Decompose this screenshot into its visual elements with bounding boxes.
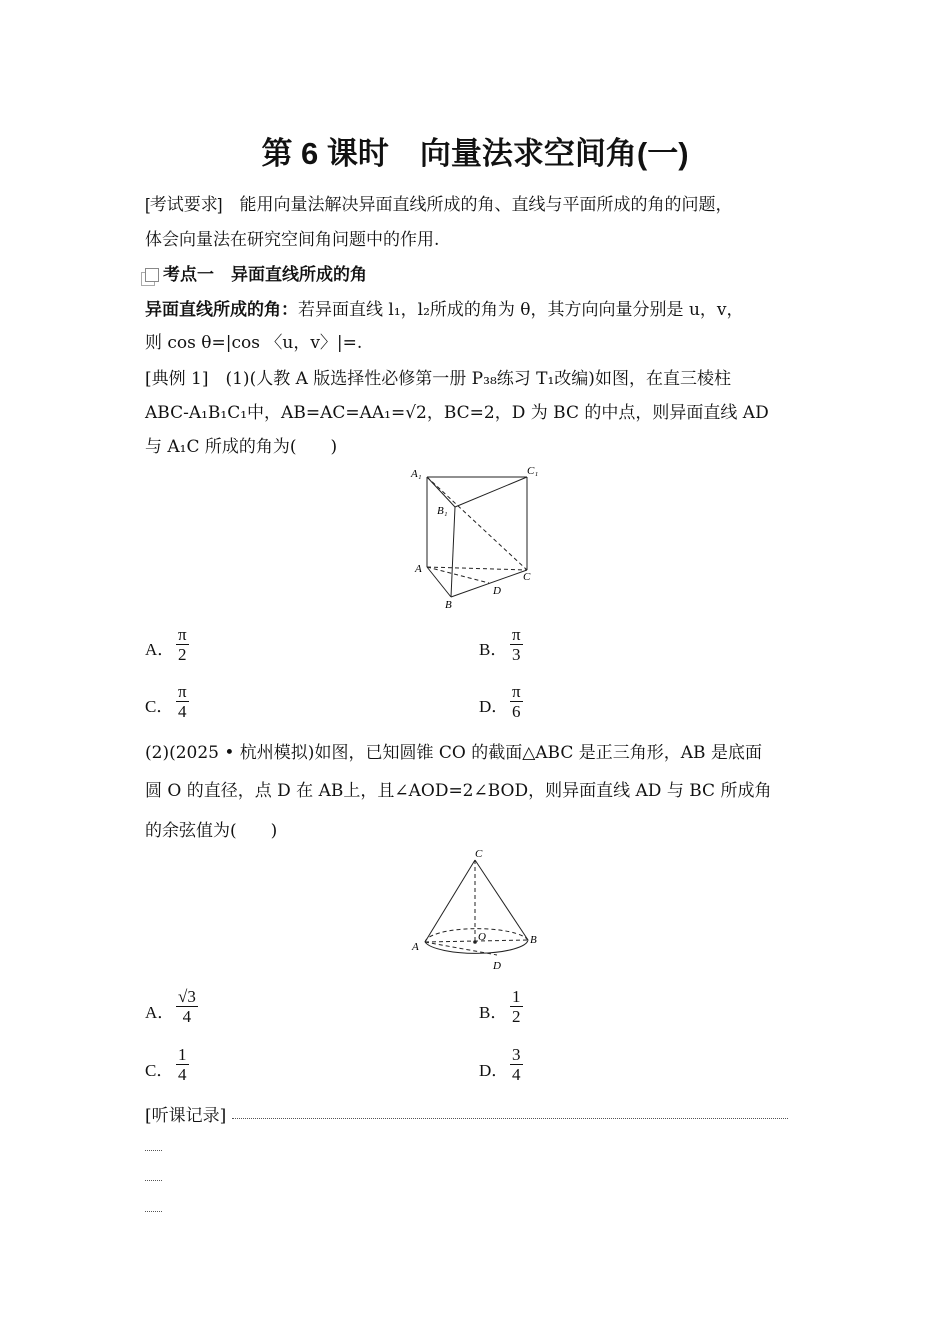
requirement-text: 能用向量法解决异面直线所成的角、直线与平面所成的角的问题， [239, 195, 733, 215]
denominator: 6 [512, 702, 521, 721]
label-b: B [445, 599, 452, 611]
denominator: 2 [512, 1007, 521, 1026]
prism-figure [405, 462, 545, 612]
denominator: 2 [178, 645, 187, 664]
example2-line1: (2)(2025 • 杭州模拟)如图，已知圆锥 CO 的截面△ABC 是正三角形，AB 是底面 [145, 743, 762, 763]
option-d-label[interactable]: D． [479, 697, 509, 716]
example1-line3: 与 A₁C 所成的角为( ) [145, 437, 338, 457]
example1-line1 [145, 364, 731, 389]
requirement-label: [考试要求] [145, 195, 223, 214]
label-c: C [475, 848, 483, 860]
notes-line[interactable] [145, 1180, 162, 1181]
option-b-value[interactable] [510, 625, 523, 664]
example2-line3: 的余弦值为( ) [145, 821, 278, 841]
label-a1: A₁ [411, 468, 422, 480]
cone-figure [405, 845, 555, 975]
label-c: C [523, 571, 531, 583]
denominator: 4 [512, 1065, 521, 1084]
option-c-value[interactable] [176, 1045, 189, 1084]
notes-line[interactable] [145, 1150, 162, 1151]
concept-line [145, 295, 744, 320]
option-a-value[interactable] [176, 625, 189, 664]
numerator: π [512, 625, 521, 644]
section-heading-text: 考点一 异面直线所成的角 [163, 265, 367, 284]
option-c-label[interactable]: C． [145, 1061, 174, 1080]
page-title: 第 6 课时 向量法求空间角(一) [261, 136, 689, 171]
option-d-value[interactable] [510, 1045, 523, 1084]
option-a-label[interactable]: A． [145, 1003, 175, 1022]
option-c-label[interactable]: C． [145, 697, 174, 716]
label-a: A [412, 941, 419, 953]
option-a-label[interactable]: A． [145, 640, 175, 659]
example2-line2: 圆 O 的直径，点 D 在 AB上，且∠AOD=2∠BOD，则异面直线 AD 与 BC 所成角 [145, 781, 772, 801]
label-b: B [530, 934, 537, 946]
option-c-value[interactable] [176, 682, 189, 721]
numerator: 3 [512, 1045, 521, 1064]
concept-label: 异面直线所成的角： [145, 300, 298, 319]
label-c1: C₁ [527, 465, 539, 477]
section-heading [145, 260, 367, 285]
example1-text: (1)(人教 A 版选择性必修第一册 P₃₈练习 T₁改编)如图，在直三棱柱 [225, 369, 731, 389]
concept-formula: 则 cos θ=|cos 〈u，v〉|=. [145, 333, 363, 353]
notes-label: [听课记录] [145, 1106, 227, 1126]
option-d-label[interactable]: D． [479, 1061, 509, 1080]
option-b-label[interactable]: B． [479, 640, 508, 659]
notes-line[interactable] [145, 1211, 162, 1212]
numerator: 1 [512, 987, 521, 1006]
section-icon [145, 268, 159, 282]
example1-line2: ABC-A₁B₁C₁中，AB=AC=AA₁=√2，BC=2，D 为 BC 的中点，则异面直线 AD [145, 403, 769, 423]
label-o: O [478, 931, 486, 943]
option-d-value[interactable] [510, 682, 523, 721]
numerator: π [178, 625, 187, 644]
option-b-value[interactable] [510, 987, 523, 1026]
label-d: D [493, 585, 501, 597]
numerator: π [178, 682, 187, 701]
example-label: [典例 1] [145, 369, 209, 389]
numerator: π [512, 682, 521, 701]
label-b1: B₁ [437, 505, 448, 517]
denominator: 4 [178, 702, 187, 721]
requirement [145, 190, 732, 215]
label-d: D [493, 960, 501, 972]
notes-line[interactable] [232, 1118, 788, 1119]
option-b-label[interactable]: B． [479, 1003, 508, 1022]
numerator: √3 [178, 987, 196, 1006]
denominator: 4 [182, 1007, 192, 1026]
denominator: 3 [512, 645, 521, 664]
label-a: A [415, 563, 422, 575]
option-a-value[interactable] [176, 987, 198, 1026]
numerator: 1 [178, 1045, 187, 1064]
concept-text: 若异面直线 l₁，l₂所成的角为 θ，其方向向量分别是 u，v， [298, 300, 744, 320]
denominator: 4 [178, 1065, 187, 1084]
requirement-text-2: 体会向量法在研究空间角问题中的作用. [145, 230, 440, 250]
